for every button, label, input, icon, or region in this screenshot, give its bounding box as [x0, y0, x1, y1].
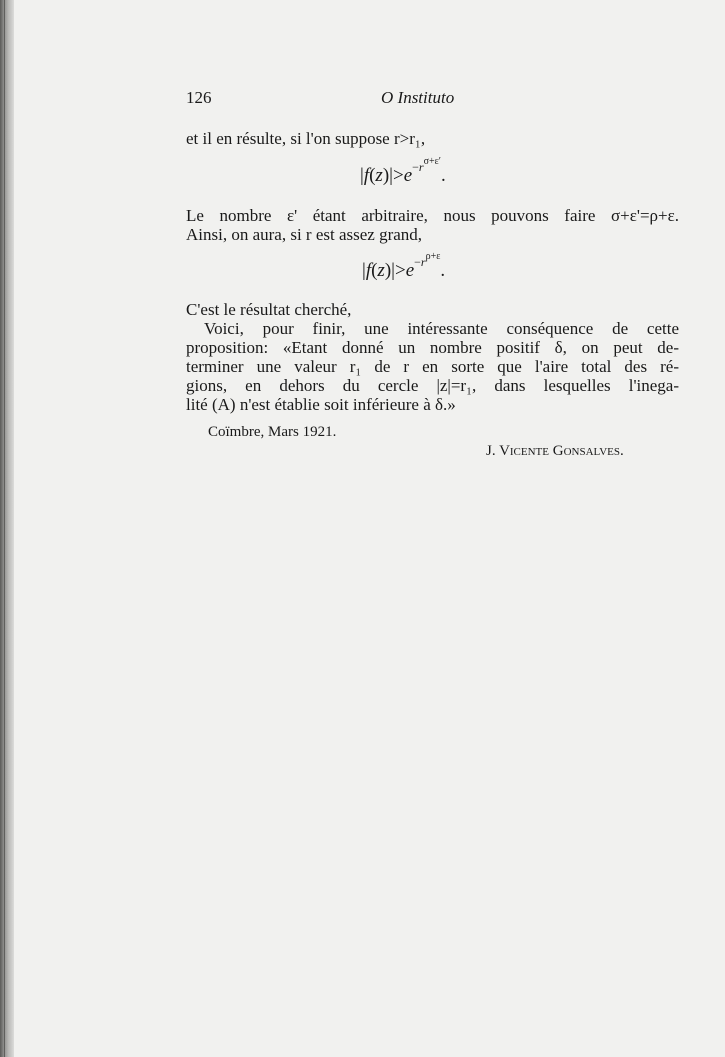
body-line-2: Le nombre ε' étant arbitraire, nous pouvons faire σ+ε'=ρ+ε.: [186, 206, 679, 225]
formula-1: [360, 155, 446, 187]
body-line-4: C'est le résultat cherché,: [186, 300, 352, 319]
para-line-5: lité (A) n'est établie soit inférieure à δ.»: [186, 395, 456, 414]
running-title: O Instituto: [381, 88, 455, 107]
author-signature: J. Vicente Gonsalves.: [486, 443, 624, 459]
body-line-1: [186, 128, 425, 150]
body-line-3: Ainsi, on aura, si r est assez grand,: [186, 225, 423, 244]
body-line-1-text: et il en résulte, si l'on suppose r>r₁,: [186, 129, 426, 148]
formula-2: [362, 250, 446, 282]
para-line-1: Voici, pour finir, une intéressante conséquence de cette: [204, 319, 679, 338]
place-date: Coïmbre, Mars 1921.: [208, 424, 337, 440]
book-page: [14, 0, 725, 1057]
para-line-3: terminer une valeur r₁ de r en sorte que l'aire total des ré-: [186, 357, 679, 376]
book-spine: [0, 0, 14, 1057]
formula-2-render: $|f(z)|>e^{-r^{\rho+\varepsilon}}$.: [362, 250, 446, 281]
para-line-2: proposition: «Etant donné un nombre positif δ, on peut de-: [186, 338, 679, 357]
para-line-4: gions, en dehors du cercle |z|=r₁, dans lesquelles l'inega-: [186, 376, 679, 395]
formula-1-render: $|f(z)|>e^{-r^{\sigma+\varepsilon'}}$.: [360, 155, 446, 186]
page-number: 126: [186, 88, 212, 107]
